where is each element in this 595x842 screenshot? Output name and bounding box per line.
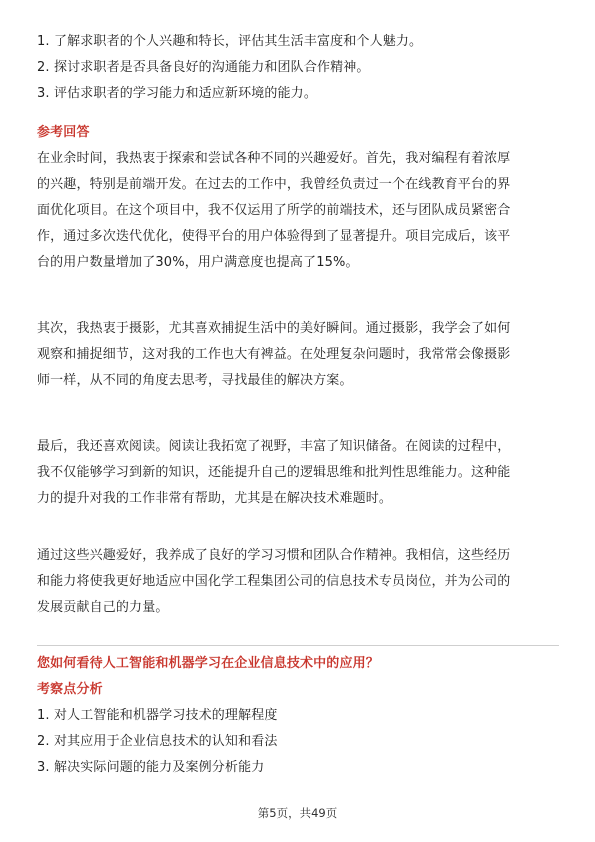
paragraph-line: 在业余时间，我热衷于探索和尝试各种不同的兴趣爱好。首先，我对编程有着浓厚 <box>37 151 511 166</box>
list-item: 1. 对人工智能和机器学习技术的理解程度 <box>37 708 278 723</box>
paragraph-line: 面优化项目。在这个项目中，我不仅运用了所学的前端技术，还与团队成员紧密合 <box>37 203 511 218</box>
paragraph-1 <box>37 146 559 276</box>
paragraph-line: 的兴趣，特别是前端开发。在过去的工作中，我曾经负责过一个在线教育平台的界 <box>37 177 511 192</box>
list-item: 3. 评估求职者的学习能力和适应新环境的能力。 <box>37 86 317 101</box>
paragraph-3 <box>37 434 559 512</box>
analysis-heading: 考察点分析 <box>37 682 103 697</box>
paragraph-line: 观察和捕捉细节，这对我的工作也大有裨益。在处理复杂问题时，我常常会像摄影 <box>37 347 511 362</box>
question-heading: 您如何看待人工智能和机器学习在企业信息技术中的应用？ <box>37 656 379 671</box>
paragraph-4 <box>37 543 559 621</box>
paragraph-line: 我不仅能够学习到新的知识，还能提升自己的逻辑思维和批判性思维能力。这种能 <box>37 465 511 480</box>
paragraph-line: 最后，我还喜欢阅读。阅读让我拓宽了视野，丰富了知识储备。在阅读的过程中， <box>37 439 511 454</box>
answer-heading: 参考回答 <box>37 125 90 140</box>
paragraph-line: 师一样，从不同的角度去思考，寻找最佳的解决方案。 <box>37 373 353 388</box>
section-divider <box>37 645 559 646</box>
paragraph-line: 力的提升对我的工作非常有帮助，尤其是在解决技术难题时。 <box>37 491 393 506</box>
intro-points <box>37 29 559 107</box>
paragraph-line: 和能力将使我更好地适应中国化学工程集团公司的信息技术专员岗位，并为公司的 <box>37 574 511 589</box>
paragraph-line: 其次，我热衷于摄影，尤其喜欢捕捉生活中的美好瞬间。通过摄影，我学会了如何 <box>37 321 511 336</box>
list-item: 3. 解决实际问题的能力及案例分析能力 <box>37 760 265 775</box>
paragraph-line: 作，通过多次迭代优化，使得平台的用户体验得到了显著提升。项目完成后，该平 <box>37 229 511 244</box>
paragraph-2 <box>37 316 559 394</box>
answer-section <box>37 120 559 146</box>
list-item: 2. 对其应用于企业信息技术的认知和看法 <box>37 734 278 749</box>
next-question-section <box>37 651 559 781</box>
list-item: 1. 了解求职者的个人兴趣和特长，评估其生活丰富度和个人魅力。 <box>37 34 423 49</box>
list-item: 2. 探讨求职者是否具备良好的沟通能力和团队合作精神。 <box>37 60 370 75</box>
paragraph-line: 发展贡献自己的力量。 <box>37 600 169 615</box>
page-number: 第5页，共49页 <box>257 806 338 820</box>
paragraph-line: 台的用户数量增加了30%，用户满意度也提高了15%。 <box>37 255 359 270</box>
paragraph-line: 通过这些兴趣爱好，我养成了良好的学习习惯和团队合作精神。我相信，这些经历 <box>37 548 511 563</box>
